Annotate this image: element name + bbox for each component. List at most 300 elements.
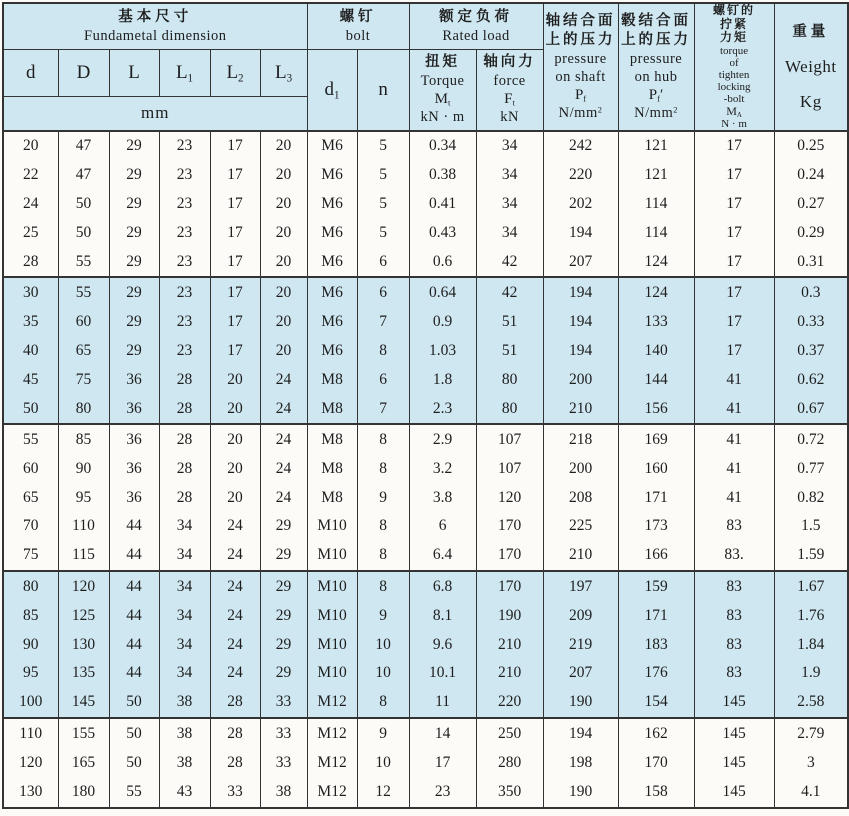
cell-force: 190 xyxy=(476,601,543,630)
pressure-hub-unit: $N/mm^2$ xyxy=(634,104,678,121)
cell-pressure-hub: 124 xyxy=(618,277,694,307)
cell-D: 145 xyxy=(58,688,109,718)
cell-tighten-torque: 83 xyxy=(694,512,774,541)
bolt-zh: 螺钉 xyxy=(339,8,377,25)
cell-tighten-torque: 83 xyxy=(694,601,774,630)
cell-torque: 3.2 xyxy=(409,455,476,484)
cell-L: 29 xyxy=(109,247,159,277)
cell-D: 110 xyxy=(58,512,109,541)
cell-d1: M8 xyxy=(307,424,357,454)
cell-pressure-hub: 162 xyxy=(618,718,694,748)
cell-pressure-shaft: 210 xyxy=(543,394,618,424)
cell-tighten-torque: 145 xyxy=(694,777,774,808)
cell-d1: M12 xyxy=(307,748,357,777)
cell-n: 7 xyxy=(357,394,409,424)
cell-force: 80 xyxy=(476,394,543,424)
cell-torque: 1.03 xyxy=(409,336,476,365)
cell-torque: 8.1 xyxy=(409,601,476,630)
cell-n: 10 xyxy=(357,630,409,659)
cell-L2: 17 xyxy=(210,218,260,247)
cell-pressure-shaft: 194 xyxy=(543,218,618,247)
col-header-d: d xyxy=(3,49,58,97)
cell-d: 28 xyxy=(3,247,58,277)
table-row xyxy=(3,571,848,601)
cell-torque: 2.9 xyxy=(409,424,476,454)
cell-weight: 1.9 xyxy=(774,659,848,688)
cell-d1: M6 xyxy=(307,308,357,337)
cell-pressure-shaft: 198 xyxy=(543,748,618,777)
cell-d1: M12 xyxy=(307,718,357,748)
table-row xyxy=(3,308,848,337)
cell-D: 165 xyxy=(58,748,109,777)
cell-n: 7 xyxy=(357,308,409,337)
cell-tighten-torque: 17 xyxy=(694,247,774,277)
cell-weight: 0.82 xyxy=(774,483,848,512)
cell-force: 250 xyxy=(476,718,543,748)
cell-L3: 20 xyxy=(260,336,307,365)
table-row xyxy=(3,601,848,630)
cell-L3: 20 xyxy=(260,277,307,307)
cell-pressure-shaft: 242 xyxy=(543,131,618,161)
cell-L1: 23 xyxy=(159,277,210,307)
cell-L1: 38 xyxy=(159,688,210,718)
cell-L2: 28 xyxy=(210,748,260,777)
cell-L3: 20 xyxy=(260,218,307,247)
cell-pressure-shaft: 190 xyxy=(543,688,618,718)
cell-torque: 11 xyxy=(409,688,476,718)
cell-weight: 0.72 xyxy=(774,424,848,454)
cell-force: 34 xyxy=(476,190,543,219)
cell-L: 29 xyxy=(109,190,159,219)
cell-L: 55 xyxy=(109,777,159,808)
cell-L: 36 xyxy=(109,455,159,484)
cell-pressure-hub: 183 xyxy=(618,630,694,659)
cell-d: 55 xyxy=(3,424,58,454)
cell-L: 36 xyxy=(109,424,159,454)
cell-L: 29 xyxy=(109,277,159,307)
cell-L2: 24 xyxy=(210,630,260,659)
cell-torque: 0.9 xyxy=(409,308,476,337)
cell-torque: 2.3 xyxy=(409,394,476,424)
cell-d1: M10 xyxy=(307,541,357,571)
cell-force: 220 xyxy=(476,688,543,718)
cell-pressure-hub: 171 xyxy=(618,483,694,512)
cell-L1: 28 xyxy=(159,394,210,424)
header-tighten-torque: 螺钉的 拧紧 力矩 torque of tighten locking -bolt $M_A$ N · m xyxy=(694,3,774,131)
cell-L3: 29 xyxy=(260,659,307,688)
tighten-symbol: $M_A$ xyxy=(726,103,742,119)
cell-torque: 6.8 xyxy=(409,571,476,601)
cell-L3: 29 xyxy=(260,571,307,601)
cell-L: 29 xyxy=(109,131,159,161)
cell-pressure-hub: 176 xyxy=(618,659,694,688)
cell-L: 44 xyxy=(109,630,159,659)
cell-d: 90 xyxy=(3,630,58,659)
cell-n: 8 xyxy=(357,571,409,601)
cell-L3: 38 xyxy=(260,777,307,808)
cell-pressure-hub: 133 xyxy=(618,308,694,337)
cell-tighten-torque: 145 xyxy=(694,688,774,718)
cell-tighten-torque: 17 xyxy=(694,131,774,161)
cell-L3: 29 xyxy=(260,601,307,630)
cell-force: 34 xyxy=(476,218,543,247)
cell-torque: 0.41 xyxy=(409,190,476,219)
cell-d: 20 xyxy=(3,131,58,161)
cell-n: 5 xyxy=(357,131,409,161)
cell-d1: M10 xyxy=(307,630,357,659)
col-header-n: n xyxy=(357,49,409,131)
cell-L: 44 xyxy=(109,659,159,688)
cell-n: 6 xyxy=(357,247,409,277)
cell-torque: 9.6 xyxy=(409,630,476,659)
cell-D: 120 xyxy=(58,571,109,601)
cell-pressure-hub: 169 xyxy=(618,424,694,454)
table-row xyxy=(3,131,848,161)
cell-pressure-hub: 170 xyxy=(618,748,694,777)
torque-symbol: $M_t$ xyxy=(434,91,451,108)
cell-pressure-shaft: 207 xyxy=(543,659,618,688)
cell-L: 29 xyxy=(109,161,159,190)
cell-L1: 38 xyxy=(159,748,210,777)
cell-d: 65 xyxy=(3,483,58,512)
cell-L: 36 xyxy=(109,365,159,394)
table-body xyxy=(3,131,848,808)
cell-L3: 24 xyxy=(260,394,307,424)
cell-n: 10 xyxy=(357,748,409,777)
cell-n: 6 xyxy=(357,277,409,307)
header-pressure-on-hub: 毂结合面 上的压力 pressure on hub $P_f'$ $N/mm^2$ xyxy=(618,3,694,131)
cell-weight: 1.5 xyxy=(774,512,848,541)
cell-tighten-torque: 83 xyxy=(694,630,774,659)
cell-L3: 20 xyxy=(260,308,307,337)
table-row xyxy=(3,424,848,454)
cell-weight: 0.29 xyxy=(774,218,848,247)
table-row xyxy=(3,277,848,307)
cell-d1: M6 xyxy=(307,131,357,161)
cell-tighten-torque: 17 xyxy=(694,277,774,307)
cell-weight: 1.67 xyxy=(774,571,848,601)
cell-force: 51 xyxy=(476,308,543,337)
cell-d: 22 xyxy=(3,161,58,190)
cell-D: 50 xyxy=(58,190,109,219)
cell-weight: 3 xyxy=(774,748,848,777)
table-row xyxy=(3,659,848,688)
table-row xyxy=(3,541,848,571)
cell-L2: 17 xyxy=(210,190,260,219)
cell-pressure-shaft: 219 xyxy=(543,630,618,659)
cell-D: 55 xyxy=(58,277,109,307)
cell-torque: 0.34 xyxy=(409,131,476,161)
cell-tighten-torque: 83. xyxy=(694,541,774,571)
cell-tighten-torque: 17 xyxy=(694,190,774,219)
cell-n: 5 xyxy=(357,190,409,219)
cell-d1: M6 xyxy=(307,190,357,219)
table-row xyxy=(3,218,848,247)
table-row xyxy=(3,718,848,748)
table-row xyxy=(3,777,848,808)
cell-tighten-torque: 41 xyxy=(694,365,774,394)
cell-d1: M12 xyxy=(307,777,357,808)
cell-L3: 29 xyxy=(260,512,307,541)
table-row xyxy=(3,336,848,365)
cell-weight: 2.58 xyxy=(774,688,848,718)
cell-pressure-hub: 140 xyxy=(618,336,694,365)
cell-torque: 6.4 xyxy=(409,541,476,571)
cell-L3: 29 xyxy=(260,630,307,659)
cell-d: 50 xyxy=(3,394,58,424)
cell-pressure-shaft: 194 xyxy=(543,718,618,748)
cell-force: 170 xyxy=(476,571,543,601)
cell-d1: M10 xyxy=(307,571,357,601)
cell-D: 75 xyxy=(58,365,109,394)
cell-L2: 24 xyxy=(210,541,260,571)
header-fundamental-dimension xyxy=(3,3,307,49)
cell-L: 44 xyxy=(109,601,159,630)
cell-pressure-hub: 158 xyxy=(618,777,694,808)
cell-L1: 34 xyxy=(159,601,210,630)
cell-torque: 0.6 xyxy=(409,247,476,277)
cell-d: 100 xyxy=(3,688,58,718)
table-row xyxy=(3,748,848,777)
cell-d1: M6 xyxy=(307,336,357,365)
cell-force: 107 xyxy=(476,455,543,484)
cell-D: 85 xyxy=(58,424,109,454)
cell-force: 170 xyxy=(476,541,543,571)
cell-torque: 17 xyxy=(409,748,476,777)
cell-n: 5 xyxy=(357,218,409,247)
cell-d1: M10 xyxy=(307,659,357,688)
cell-d: 35 xyxy=(3,308,58,337)
col-header-L3: $L_3$ xyxy=(260,49,307,97)
cell-pressure-hub: 159 xyxy=(618,571,694,601)
cell-D: 65 xyxy=(58,336,109,365)
cell-pressure-hub: 121 xyxy=(618,161,694,190)
cell-D: 115 xyxy=(58,541,109,571)
cell-d: 40 xyxy=(3,336,58,365)
cell-L3: 24 xyxy=(260,424,307,454)
cell-n: 8 xyxy=(357,541,409,571)
cell-L2: 20 xyxy=(210,365,260,394)
cell-L3: 24 xyxy=(260,365,307,394)
force-symbol: $F_t$ xyxy=(504,91,515,108)
cell-D: 50 xyxy=(58,218,109,247)
cell-pressure-shaft: 194 xyxy=(543,308,618,337)
cell-L3: 20 xyxy=(260,247,307,277)
cell-pressure-hub: 156 xyxy=(618,394,694,424)
cell-force: 120 xyxy=(476,483,543,512)
table-header xyxy=(3,3,848,131)
col-header-D: D xyxy=(58,49,109,97)
cell-L: 36 xyxy=(109,483,159,512)
cell-d1: M8 xyxy=(307,394,357,424)
cell-L: 29 xyxy=(109,218,159,247)
fundamental-dimension-zh: 基本尺寸 xyxy=(118,8,193,25)
table-row xyxy=(3,190,848,219)
cell-L1: 34 xyxy=(159,541,210,571)
cell-pressure-hub: 124 xyxy=(618,247,694,277)
cell-tighten-torque: 145 xyxy=(694,748,774,777)
cell-weight: 0.37 xyxy=(774,336,848,365)
weight-unit: Kg xyxy=(799,92,822,111)
cell-pressure-shaft: 208 xyxy=(543,483,618,512)
cell-D: 155 xyxy=(58,718,109,748)
cell-L: 50 xyxy=(109,688,159,718)
cell-L3: 24 xyxy=(260,483,307,512)
cell-force: 170 xyxy=(476,512,543,541)
cell-pressure-shaft: 190 xyxy=(543,777,618,808)
cell-d: 75 xyxy=(3,541,58,571)
cell-L: 44 xyxy=(109,541,159,571)
cell-L2: 28 xyxy=(210,688,260,718)
cell-L3: 24 xyxy=(260,455,307,484)
cell-d1: M10 xyxy=(307,601,357,630)
cell-torque: 23 xyxy=(409,777,476,808)
cell-L3: 20 xyxy=(260,131,307,161)
cell-weight: 0.67 xyxy=(774,394,848,424)
cell-L2: 24 xyxy=(210,601,260,630)
cell-weight: 0.62 xyxy=(774,365,848,394)
cell-force: 34 xyxy=(476,161,543,190)
cell-d1: M8 xyxy=(307,365,357,394)
table-row xyxy=(3,247,848,277)
header-bolt-group xyxy=(307,3,409,49)
cell-force: 280 xyxy=(476,748,543,777)
cell-pressure-hub: 166 xyxy=(618,541,694,571)
fundamental-dimension-en: Fundametal dimension xyxy=(84,27,227,44)
cell-L3: 33 xyxy=(260,748,307,777)
cell-L: 44 xyxy=(109,512,159,541)
cell-L1: 23 xyxy=(159,190,210,219)
cell-tighten-torque: 41 xyxy=(694,424,774,454)
cell-D: 90 xyxy=(58,455,109,484)
cell-pressure-shaft: 218 xyxy=(543,424,618,454)
cell-tighten-torque: 17 xyxy=(694,336,774,365)
cell-torque: 0.64 xyxy=(409,277,476,307)
cell-tighten-torque: 17 xyxy=(694,308,774,337)
cell-L2: 24 xyxy=(210,659,260,688)
cell-L1: 23 xyxy=(159,336,210,365)
cell-pressure-hub: 114 xyxy=(618,218,694,247)
force-unit: kN xyxy=(500,109,519,125)
header-pressure-on-shaft: 轴结合面 上的压力 pressure on shaft $P_f$ $N/mm^2$ xyxy=(543,3,618,131)
cell-force: 42 xyxy=(476,277,543,307)
cell-torque: 10.1 xyxy=(409,659,476,688)
cell-pressure-shaft: 225 xyxy=(543,512,618,541)
cell-torque: 3.8 xyxy=(409,483,476,512)
cell-L1: 28 xyxy=(159,365,210,394)
table-row xyxy=(3,455,848,484)
cell-L: 44 xyxy=(109,571,159,601)
cell-n: 9 xyxy=(357,718,409,748)
pressure-hub-symbol: $P_f'$ xyxy=(648,86,664,104)
cell-L2: 17 xyxy=(210,161,260,190)
header-unit-mm: mm xyxy=(3,97,307,131)
cell-pressure-shaft: 210 xyxy=(543,541,618,571)
cell-torque: 14 xyxy=(409,718,476,748)
cell-d: 95 xyxy=(3,659,58,688)
cell-d: 30 xyxy=(3,277,58,307)
weight-en: Weight xyxy=(784,57,837,77)
cell-n: 9 xyxy=(357,483,409,512)
cell-pressure-hub: 144 xyxy=(618,365,694,394)
cell-D: 95 xyxy=(58,483,109,512)
cell-d1: M6 xyxy=(307,247,357,277)
cell-n: 10 xyxy=(357,659,409,688)
col-header-L: L xyxy=(109,49,159,97)
cell-D: 125 xyxy=(58,601,109,630)
cell-weight: 0.24 xyxy=(774,161,848,190)
cell-D: 47 xyxy=(58,161,109,190)
cell-L1: 34 xyxy=(159,630,210,659)
cell-L1: 43 xyxy=(159,777,210,808)
cell-weight: 0.27 xyxy=(774,190,848,219)
cell-tighten-torque: 41 xyxy=(694,483,774,512)
cell-weight: 0.33 xyxy=(774,308,848,337)
cell-force: 80 xyxy=(476,365,543,394)
cell-L3: 29 xyxy=(260,541,307,571)
cell-d: 45 xyxy=(3,365,58,394)
cell-weight: 0.25 xyxy=(774,131,848,161)
cell-force: 210 xyxy=(476,630,543,659)
cell-tighten-torque: 41 xyxy=(694,394,774,424)
cell-L3: 33 xyxy=(260,688,307,718)
cell-L1: 34 xyxy=(159,571,210,601)
cell-L1: 23 xyxy=(159,218,210,247)
cell-D: 135 xyxy=(58,659,109,688)
cell-force: 107 xyxy=(476,424,543,454)
cell-n: 12 xyxy=(357,777,409,808)
header-weight xyxy=(774,3,848,131)
cell-pressure-shaft: 200 xyxy=(543,455,618,484)
cell-tighten-torque: 145 xyxy=(694,718,774,748)
cell-d: 25 xyxy=(3,218,58,247)
cell-torque: 0.43 xyxy=(409,218,476,247)
cell-L: 29 xyxy=(109,336,159,365)
cell-L1: 38 xyxy=(159,718,210,748)
rated-load-en: Rated load xyxy=(442,27,510,44)
cell-n: 8 xyxy=(357,688,409,718)
cell-L2: 17 xyxy=(210,131,260,161)
cell-force: 42 xyxy=(476,247,543,277)
cell-D: 47 xyxy=(58,131,109,161)
cell-D: 55 xyxy=(58,247,109,277)
cell-L2: 24 xyxy=(210,512,260,541)
weight-zh: 重量 xyxy=(792,23,830,40)
cell-pressure-shaft: 207 xyxy=(543,247,618,277)
cell-d1: M12 xyxy=(307,688,357,718)
cell-tighten-torque: 17 xyxy=(694,218,774,247)
cell-pressure-hub: 114 xyxy=(618,190,694,219)
cell-n: 9 xyxy=(357,601,409,630)
col-header-axial-force: 轴向力 force $F_t$ kN xyxy=(476,49,543,131)
cell-L: 50 xyxy=(109,718,159,748)
cell-weight: 4.1 xyxy=(774,777,848,808)
cell-weight: 0.77 xyxy=(774,455,848,484)
cell-d1: M8 xyxy=(307,483,357,512)
cell-n: 8 xyxy=(357,336,409,365)
cell-L2: 20 xyxy=(210,483,260,512)
bolt-en: bolt xyxy=(345,27,371,44)
cell-pressure-hub: 160 xyxy=(618,455,694,484)
cell-d1: M6 xyxy=(307,218,357,247)
pressure-shaft-unit: $N/mm^2$ xyxy=(558,104,603,121)
cell-n: 6 xyxy=(357,365,409,394)
cell-torque: 1.8 xyxy=(409,365,476,394)
cell-n: 8 xyxy=(357,424,409,454)
cell-tighten-torque: 41 xyxy=(694,455,774,484)
cell-d: 60 xyxy=(3,455,58,484)
cell-L2: 17 xyxy=(210,308,260,337)
